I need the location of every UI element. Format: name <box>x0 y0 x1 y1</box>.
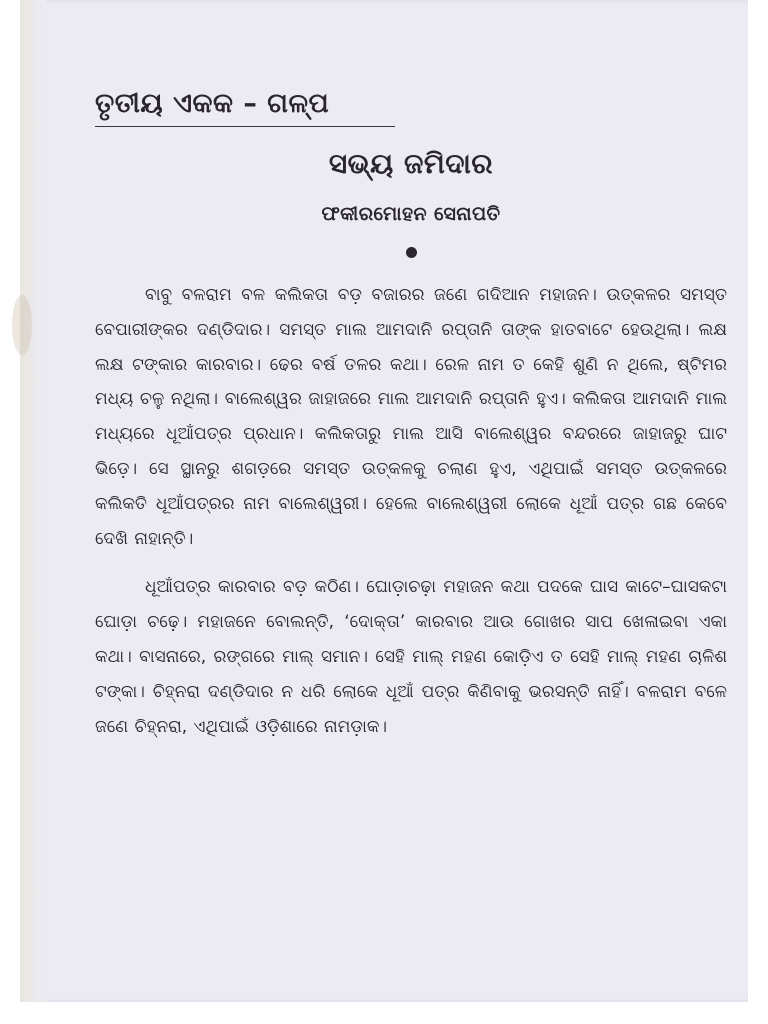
page-content <box>95 88 727 744</box>
paper-left-edge <box>20 0 46 1002</box>
separator-bullet <box>406 247 417 258</box>
paper-stain <box>12 295 32 355</box>
body-paragraph-2: ଧୂଆଁପତ୍ର କାରବାର ବଡ଼ କଠିଣ। ଘୋଡ଼ାଚଢ଼ା ମହାଜନ କଥା ପଦକେ ଘାସ କାଟେ–ଘାସକଟା ଘୋଡ଼ା ଚଢ଼େ। ମହାଜନେ ବୋଲନ୍ତି, ‘ଦୋକ୍ତା’ କାରବାର ଆଉ ଗୋଖର ସାପ ଖେଳାଇବା ଏକା କଥା। ବାସନାରେ, ରଙ୍ଗରେ ମାଲ୍ ସମାନ। ସେହି ମାଲ୍ ମହଣ କୋଡ଼ିଏ ତ ସେହି ମାଲ୍ ମହଣ ଚାଳିଶ ଟଙ୍କା। ଚିହ୍ନରା ଦଣ୍ଡିଦାର ନ ଧରି ଲୋକେ ଧୂଆଁ ପତ୍ର କିଣିବାକୁ ଭରସନ୍ତି ନାହିଁ। ବଳରାମ ବଳେ ଜଣେ ଚିହ୍ନରା, ଏଥିପାଇଁ ଓଡ଼ିଶାରେ ନାମଡ଼ାକ। <box>95 577 727 737</box>
author-name: ଫକୀରମୋହନ ସେନାପତି <box>321 203 501 225</box>
unit-heading: ତୃତୀୟ ଏକକ – ଗଳ୍ପ <box>95 88 395 127</box>
story-title: ସଭ୍ୟ ଜମିଦାର <box>328 147 494 180</box>
body-paragraph-1: ବାବୁ ବଳରାମ ବଳ କଲିକତା ବଡ଼ ବଜାରର ଜଣେ ଗଦିଆନ ମହାଜନ। ଉତ୍କଳର ସମସ୍ତ ବେପାରୀଙ୍କର ଦଣ୍ଡିଦାର। ସମସ୍ତ ମାଲ ଆମଦାନି ରପ୍ତାନି ତାଙ୍କ ହାତବାଟେ ହେଉଥିଲା। ଲକ୍ଷ ଲକ୍ଷ ଟଙ୍କାର କାରବାର। ଢେର ବର୍ଷ ତଳର କଥା। ରେଳ ନାମ ତ କେହି ଶୁଣି ନ ଥିଲେ, ଷ୍ଟିମର ମଧ୍ୟ ଚଳୁ ନଥିଲା। ବାଲେଶ୍ୱର ଜାହାଜରେ ମାଲ ଆମଦାନି ରପ୍ତାନି ହୁଏ। କଲିକତା ଆମଦାନି ମାଲ ମଧ୍ୟରେ ଧୂଆଁପତ୍ର ପ୍ରଧାନ। କଲିକତାରୁ ମାଲ ଆସି ବାଲେଶ୍ୱର ବନ୍ଦରରେ ଜାହାଜରୁ ଘାଟ ଭିଡ଼େ। ସେ ସ୍ଥାନରୁ ଶଗଡ଼ରେ ସମସ୍ତ ଉତ୍କଳକୁ ଚଲାଣ ହୁଏ, ଏଥିପାଇଁ ସମସ୍ତ ଉତ୍କଳରେ କଲିକତି ଧୂଆଁପତ୍ରର ନାମ ବାଲେଶ୍ୱରୀ। ହେଲେ ବାଲେଶ୍ୱରୀ ଲୋକେ ଧୂଆଁ ପତ୍ର ଗଛ କେବେ ଦେଖି ନାହାନ୍ତି। <box>95 285 727 549</box>
